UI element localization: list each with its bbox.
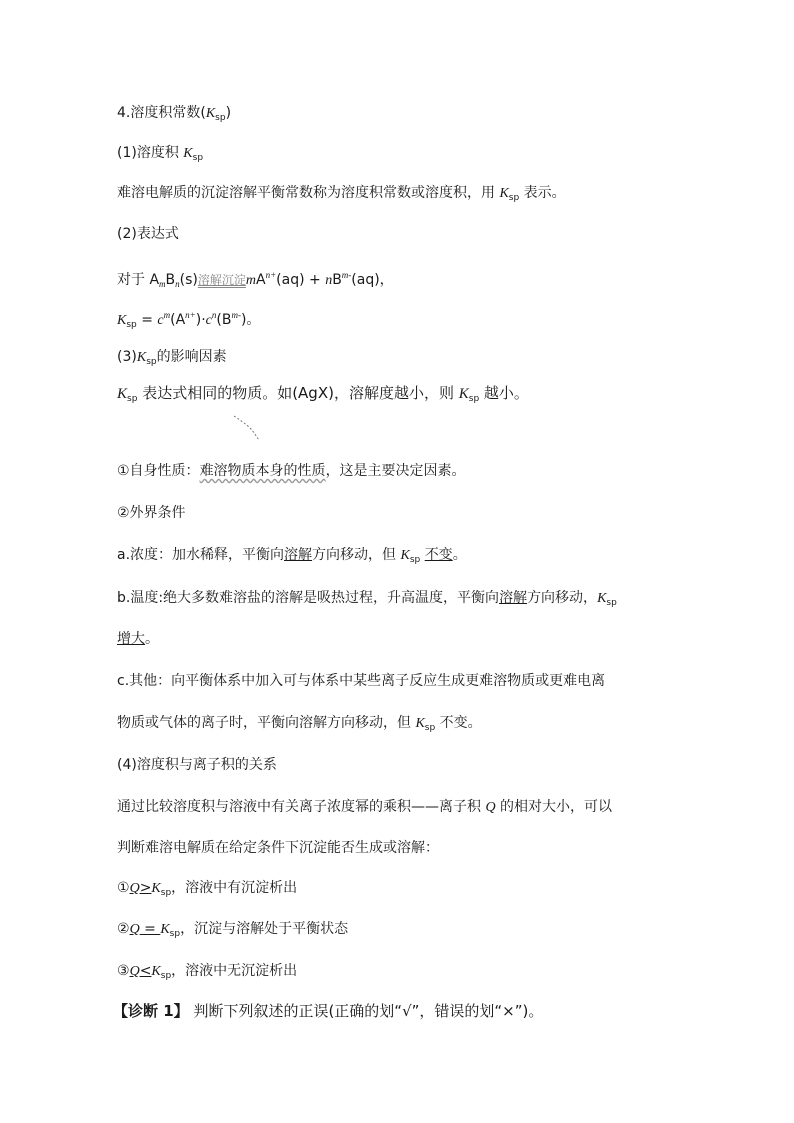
condition-1 — [117, 878, 297, 903]
eq-charge-b: m- — [341, 270, 352, 280]
equilibrium-arrow-label: 溶解沉淀 — [197, 273, 246, 287]
eq-coef-n: n — [325, 273, 333, 288]
q-symbol: Q — [485, 800, 496, 815]
underlined-text: 溶解 — [499, 590, 528, 606]
ksp-sub: sp — [215, 113, 226, 123]
eq-state: (s) — [179, 272, 198, 288]
ksp-sub: sp — [169, 929, 181, 939]
paragraph-text-end: 的相对大小，可以 — [495, 799, 613, 815]
pen-mark — [232, 414, 262, 442]
factor-b-continued — [117, 629, 159, 649]
factor-1 — [117, 461, 466, 481]
ion-b: (B — [216, 312, 232, 328]
ion-a: (A — [170, 312, 186, 328]
ksp-sub: sp — [127, 394, 138, 404]
subheading-label: (1)溶度积 — [117, 145, 184, 161]
ksp-k: K — [160, 922, 170, 937]
section-title — [117, 103, 231, 128]
operator: > — [139, 880, 152, 896]
factor-text: 物质或气体的离子时，平衡向溶解方向移动，但 — [117, 715, 416, 731]
ksp-k: K — [151, 881, 161, 896]
underlined-text: 不变 — [424, 547, 453, 563]
note-text: 表达式相同的物质。如(AgX)，溶解度越小，则 — [137, 384, 459, 402]
title-text: 4.溶度积常数( — [117, 105, 206, 121]
eq-aq: (aq) + — [276, 272, 326, 288]
eq-b: B — [165, 272, 176, 288]
subheading-label: 的影响因素 — [156, 349, 227, 365]
ksp-k: K — [205, 106, 216, 121]
diagnosis-text: 判断下列叙述的正误(正确的划“√”，错误的划“×”)。 — [188, 1002, 544, 1020]
operator: = — [139, 921, 161, 937]
eq-charge-a: n+ — [265, 270, 277, 280]
eq-sub-m: m — [159, 279, 166, 289]
diagnosis-heading — [113, 1001, 543, 1021]
ksp-k: K — [400, 548, 410, 563]
factor-c — [117, 671, 605, 691]
ksp-k: K — [499, 186, 509, 201]
condition-text: ，溶液中无沉淀析出 — [171, 963, 298, 979]
eq-b2: B — [332, 272, 342, 288]
factor-text-end: 。 — [452, 547, 467, 563]
wavy-underlined-text: 难溶物质本身的性质 — [199, 463, 326, 479]
relation-paragraph-1 — [117, 797, 612, 818]
ksp-k: K — [597, 591, 607, 606]
factor-text: 方向移动，但 — [312, 547, 401, 563]
underlined-text: 溶解 — [284, 547, 313, 563]
factor-label: ②外界条件 — [117, 505, 186, 521]
ksp-k: K — [136, 350, 147, 365]
ksp-k: K — [117, 386, 128, 402]
factor-text: b.温度:绝大多数难溶盐的溶解是吸热过程，升高温度，平衡向 — [117, 590, 500, 606]
factor-label: ①自身性质： — [117, 463, 200, 479]
ksp-sub: sp — [424, 723, 436, 733]
factor-text-end: 不变。 — [435, 715, 482, 731]
ksp-sub: sp — [160, 971, 172, 981]
paragraph-text: 判断难溶电解质在给定条件下沉淀能否生成或溶解： — [117, 840, 439, 856]
factor-b — [117, 588, 617, 613]
factor-text: a.浓度：加水稀释，平衡向 — [117, 547, 285, 563]
ksp-sub: sp — [409, 555, 421, 565]
diagnosis-tag: 【诊断 1】 — [113, 1002, 189, 1020]
ksp-sub: sp — [160, 888, 172, 898]
equilibrium-equation — [117, 265, 394, 294]
condition-3 — [117, 961, 297, 986]
exp-n: n — [211, 310, 217, 320]
q-symbol: Q — [129, 922, 140, 937]
title-close: ) — [225, 105, 232, 121]
relation-paragraph-2 — [117, 838, 439, 858]
equals: = — [136, 312, 158, 328]
ksp-k: K — [183, 146, 193, 161]
condition-text: ，溶液中有沉淀析出 — [171, 880, 298, 896]
subheading-label: (2)表达式 — [117, 226, 179, 242]
condition-num: ③ — [117, 963, 130, 979]
ksp-expression — [117, 305, 260, 335]
definition-paragraph — [117, 183, 566, 208]
charge-a: n+ — [185, 310, 196, 320]
subheading-2 — [117, 224, 179, 244]
handwritten-note — [117, 383, 529, 409]
exp-m: m — [163, 310, 171, 320]
q-symbol: Q — [129, 964, 140, 979]
ksp-sub: sp — [468, 394, 480, 404]
factor-text: 方向移动， — [527, 590, 598, 606]
factor-text: c.其他：向平衡体系中加入可与体系中某些离子反应生成更难溶物质或更难电离 — [117, 673, 606, 689]
condition-text: ，沉淀与溶解处于平衡状态 — [180, 921, 349, 937]
ksp-sub: sp — [508, 193, 520, 203]
q-symbol: Q — [129, 881, 140, 896]
eq-text: 对于 A — [117, 272, 160, 288]
factor-text-end: 。 — [145, 631, 159, 647]
subheading-num: (3) — [117, 349, 137, 365]
paragraph-text: 难溶电解质的沉淀溶解平衡常数称为溶度积常数或溶度积，用 — [117, 185, 500, 201]
operator: < — [139, 963, 152, 979]
ksp-sub: sp — [146, 357, 157, 367]
conc-c2: c — [205, 313, 212, 328]
ksp-k: K — [458, 386, 469, 402]
factor-a — [117, 545, 467, 570]
ksp-k: K — [117, 313, 127, 328]
subheading-4 — [117, 755, 277, 775]
eq-sub-n: n — [175, 279, 180, 289]
close-b: )。 — [240, 312, 261, 328]
ksp-sub: sp — [192, 153, 204, 163]
subheading-label: (4)溶度积与离子积的关系 — [117, 757, 277, 773]
note-text-end: 越小。 — [479, 384, 529, 402]
charge-b: m- — [231, 310, 241, 320]
condition-num: ① — [117, 880, 130, 896]
paragraph-text-end: 表示。 — [519, 185, 566, 201]
subheading-3 — [117, 347, 227, 372]
ksp-sub: sp — [126, 320, 137, 330]
condition-2 — [117, 919, 348, 944]
ksp-k: K — [415, 716, 425, 731]
eq-coef-m: m — [245, 273, 256, 288]
close-a: )· — [195, 312, 206, 328]
conc-c: c — [157, 313, 164, 328]
condition-num: ② — [117, 921, 130, 937]
factor-c-continued — [117, 713, 482, 738]
factor-2 — [117, 503, 186, 523]
subheading-1 — [117, 143, 203, 168]
paragraph-text: 通过比较溶度积与溶液中有关离子浓度幂的乘积——离子积 — [117, 799, 486, 815]
ksp-sub: sp — [606, 598, 617, 608]
eq-a: A — [256, 272, 266, 288]
underlined-text: 增大 — [117, 631, 145, 647]
factor-text: ，这是主要决定因素。 — [325, 463, 466, 479]
eq-aq2: (aq)， — [351, 272, 394, 288]
ksp-k: K — [151, 964, 161, 979]
